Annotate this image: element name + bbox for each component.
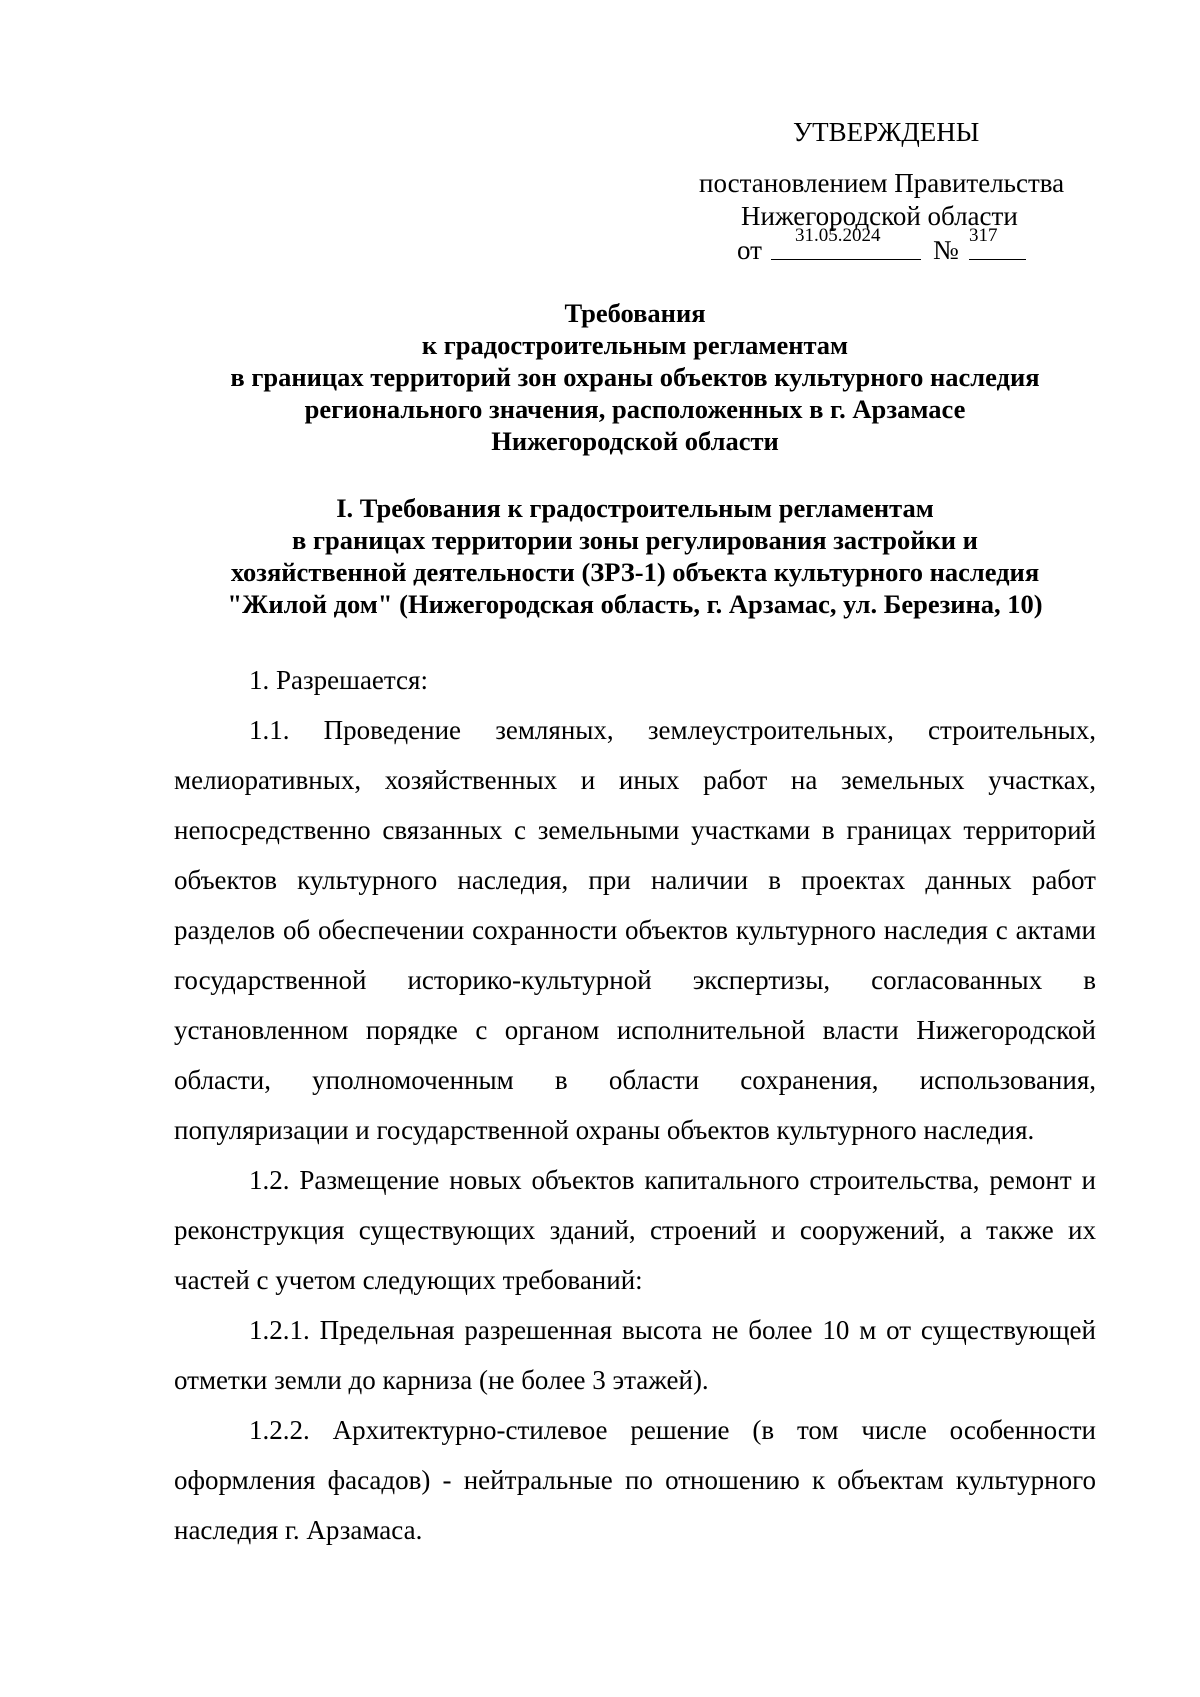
section-title-line: I. Требования к градостроительным регламентам — [336, 493, 934, 523]
paragraph-1: 1. Разрешается: — [249, 665, 428, 695]
approval-number: 317 — [969, 225, 998, 246]
number-label: № — [933, 235, 959, 265]
section-title — [150, 492, 1120, 620]
approval-line-resolution: постановлением Правительства — [699, 168, 1065, 198]
approval-line-region: Нижегородской области — [741, 201, 1018, 231]
document-title-line: Нижегородской области — [491, 426, 779, 456]
document-title-line: к градостроительным регламентам — [421, 330, 849, 360]
approval-title: УТВЕРЖДЕНЫ — [793, 117, 980, 147]
approval-date-number-line — [737, 225, 1037, 273]
document-body — [174, 655, 1096, 1555]
paragraph-1-2-1: 1.2.1. Предельная разрешенная высота не более 10 м от существующей отметки земли до карниза (не более 3 этажей). — [174, 1315, 1096, 1395]
document-title — [150, 297, 1120, 457]
paragraph-1-2-2: 1.2.2. Архитектурно-стилевое решение (в том числе особенности оформления фасадов) - нейтральные по отношению к объектам культурного наследия г. Арзамаса. — [174, 1415, 1096, 1545]
paragraph-1-2: 1.2. Размещение новых объектов капитального строительства, ремонт и реконструкция существующих зданий, строений и сооружений, а также их частей с учетом следующих требований: — [174, 1165, 1096, 1295]
section-title-line: хозяйственной деятельности (ЗРЗ-1) объекта культурного наследия — [230, 557, 1040, 587]
document-title-line: в границах территорий зон охраны объектов культурного наследия — [230, 362, 1040, 392]
document-title-line: регионального значения, расположенных в г. Арзамасе — [304, 394, 966, 424]
number-underline — [969, 259, 1026, 260]
date-underline — [771, 259, 921, 260]
section-title-line: "Жилой дом" (Нижегородская область, г. Арзамас, ул. Березина, 10) — [227, 589, 1043, 619]
section-title-line: в границах территории зоны регулирования застройки и — [292, 525, 978, 555]
document-title-line: Требования — [564, 298, 706, 328]
approval-date: 31.05.2024 — [795, 225, 881, 246]
paragraph-1-1: 1.1. Проведение земляных, землеустроительных, строительных, мелиоративных, хозяйственных и иных работ на земельных участках, непосредственно связанных с земельными участками в границах территорий объектов культурного наследия, при наличии в проектах данных работ разделов об обеспечении сохранности объектов культурного наследия с актами государственной историко-культурной экспертизы, согласованных в установленном порядке с органом исполнительной власти Нижегородской области, уполномоченным в области сохранения, использования, популяризации и государственной охраны объектов культурного наследия. — [174, 715, 1096, 1145]
from-label: от — [737, 235, 762, 265]
